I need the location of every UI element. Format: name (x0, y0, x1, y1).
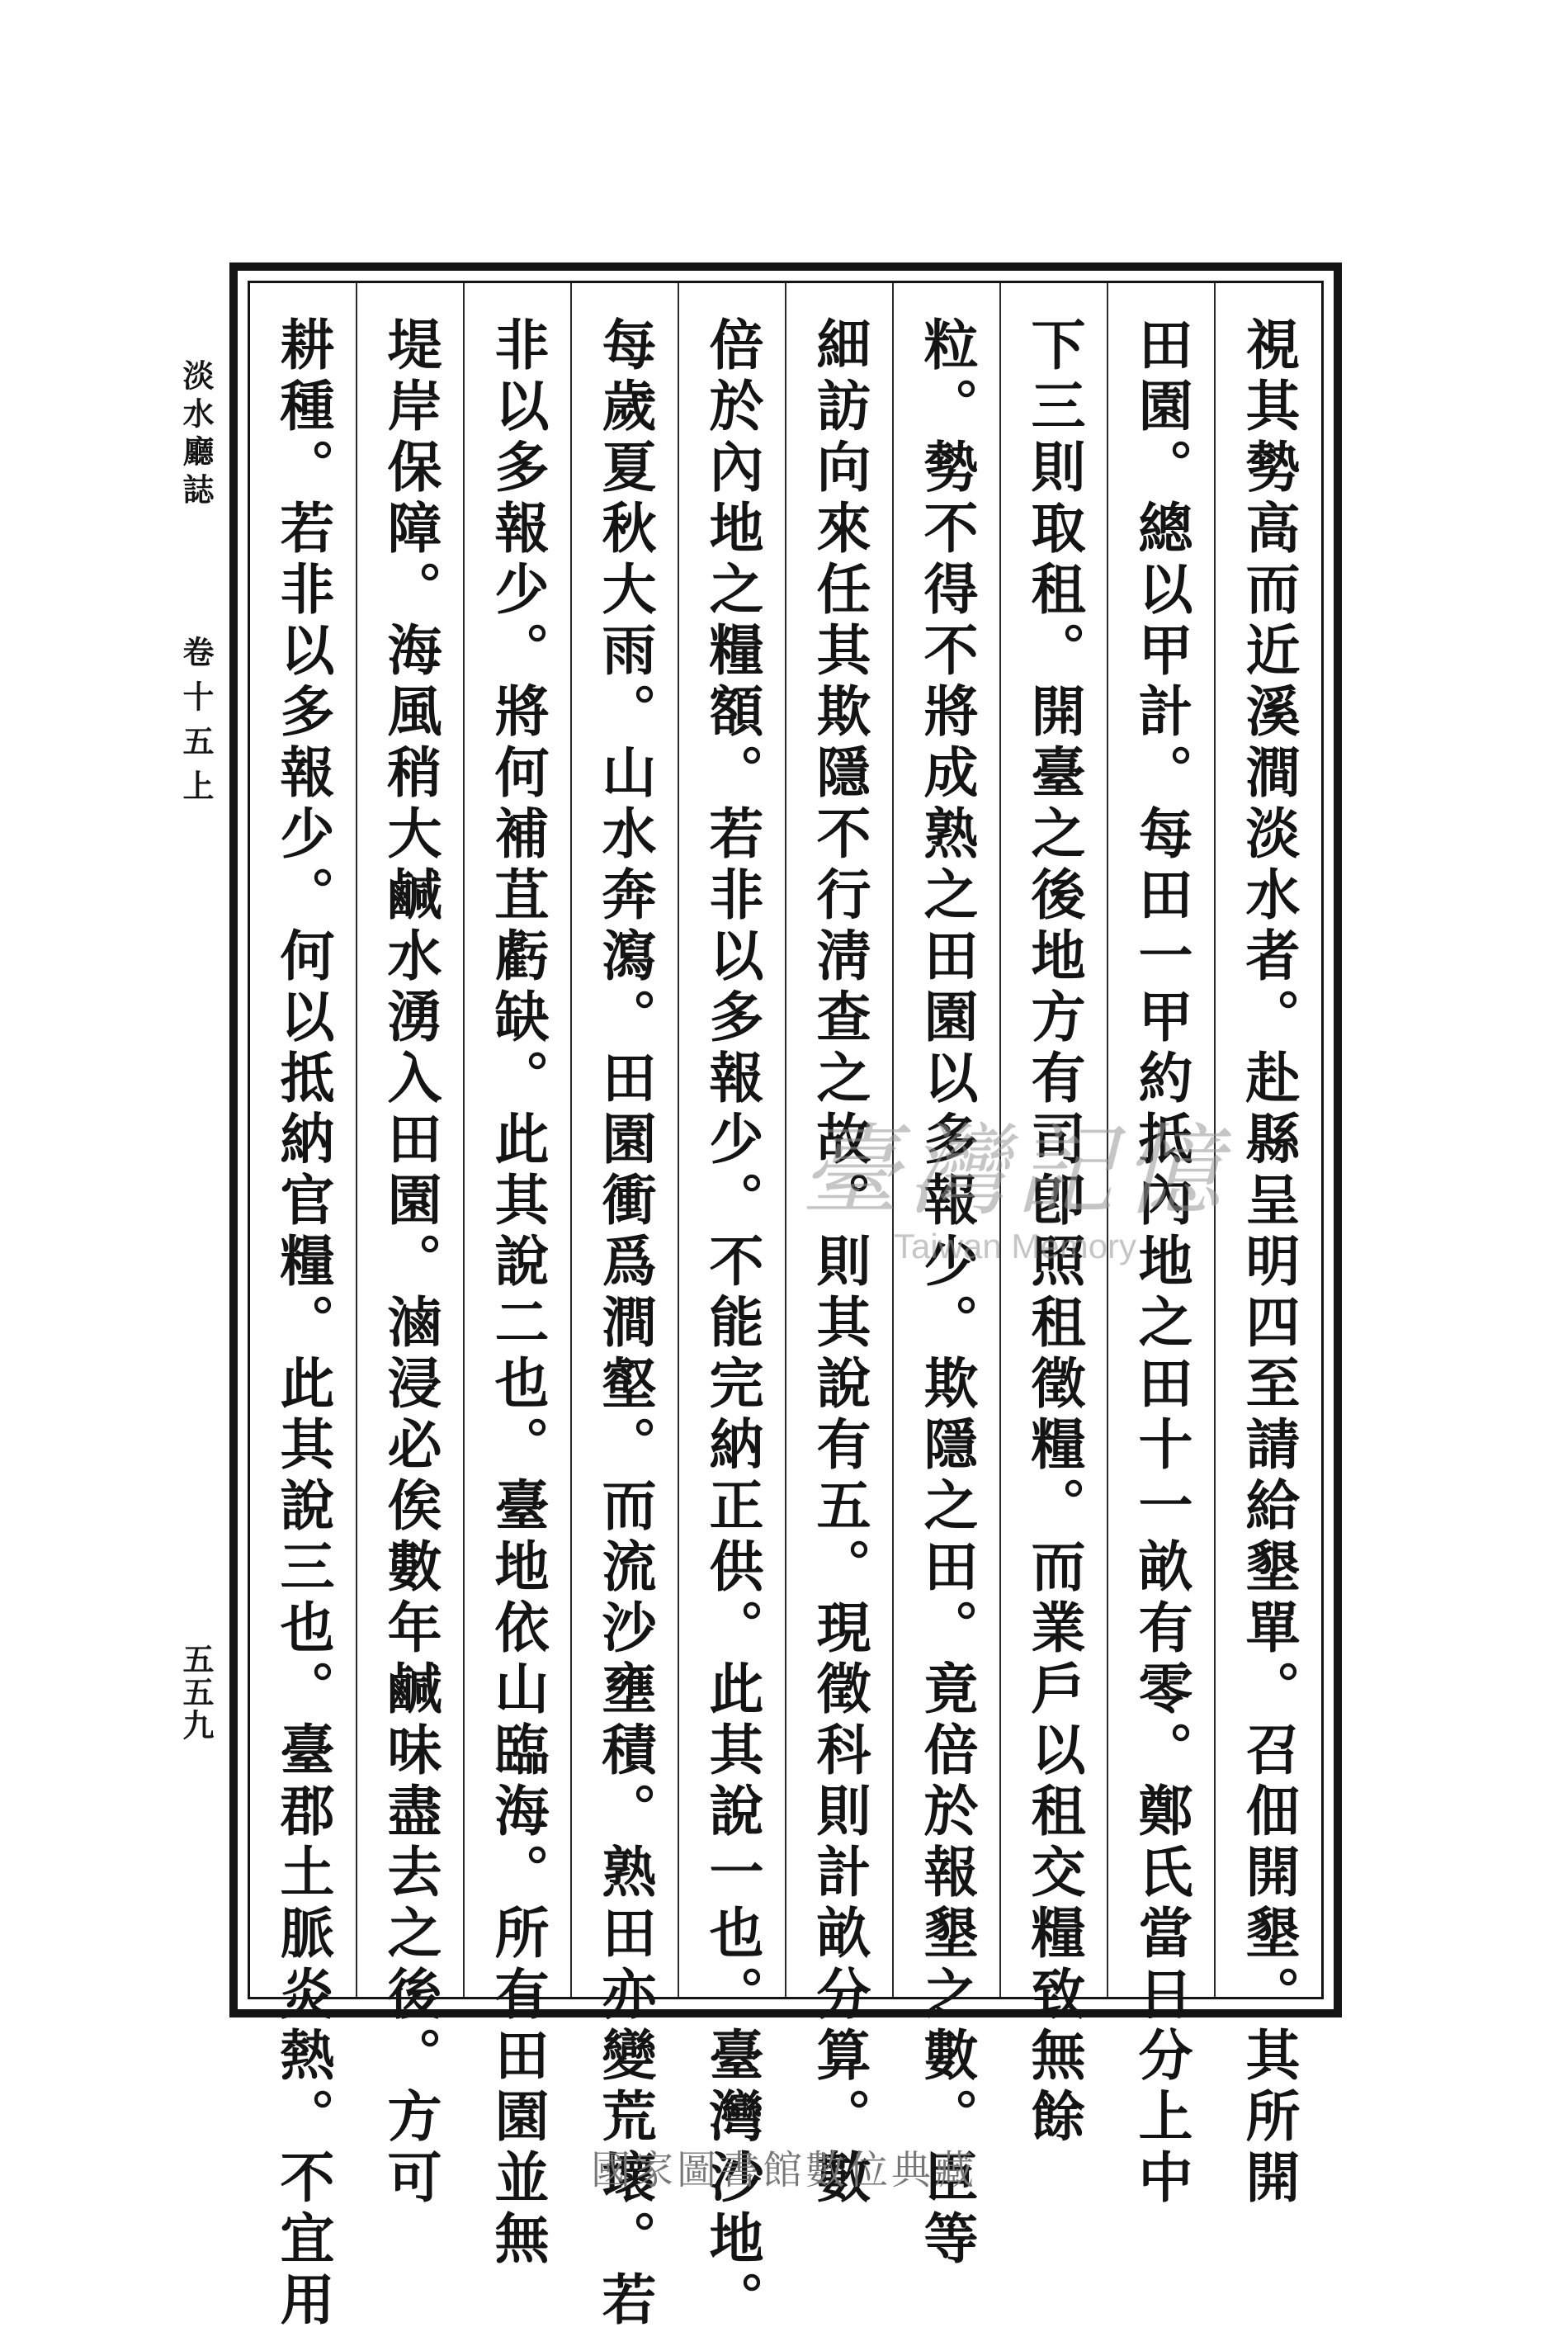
text-column-7 (570, 283, 678, 2332)
column-text: 每歲夏秋大雨。山水奔瀉。田園衝爲澗壑。而流沙壅積。熟田亦變荒壞。若 (593, 316, 657, 2332)
column-text: 細訪向來任其欺隱不行淸查之故。則其說有五。現徵科則計畝分算。數 (807, 316, 871, 2210)
column-text: 粒。勢不得不將成熟之田園以多報少。欺隱之田。竟倍於報墾之數。臣等 (914, 316, 979, 2271)
book-title: 淡水廳誌 (177, 359, 215, 511)
text-column-10 (250, 283, 356, 2332)
footer-credit: 國家圖書館數位典藏 (590, 2147, 977, 2193)
column-text: 下三則取租。開臺之後地方有司卽照租徵糧。而業戶以租交糧致無餘 (1022, 316, 1086, 2149)
text-column-5 (785, 283, 892, 2210)
volume-label: 卷十五上 (177, 636, 215, 814)
text-column-1 (1214, 283, 1321, 2210)
text-column-9 (356, 283, 463, 2210)
text-column-2 (1107, 283, 1214, 2210)
watermark-chinese: 臺灣記憶 (801, 1114, 1230, 1229)
text-column-8 (463, 283, 570, 2271)
column-text: 堤岸保障。海風稍大鹹水湧入田園。滷浸必俟數年鹹味盡去之後。方可 (378, 316, 442, 2210)
column-text: 耕種。若非以多報少。何以抵納官糧。此其說三也。臺郡土脈炎熱。不宜用 (271, 316, 335, 2332)
watermark-english: Taiwan Memory (893, 1227, 1137, 1265)
text-column-6 (678, 283, 785, 2332)
column-text: 田園。總以甲計。每田一甲約抵內地之田十一畝有零。鄭氏當日分上中 (1129, 316, 1193, 2210)
column-text: 非以多報少。將何補苴虧缺。此其說二也。臺地依山臨海。所有田園並無 (485, 316, 550, 2271)
text-column-4 (892, 283, 999, 2271)
column-text: 倍於內地之糧額。若非以多報少。不能完納正供。此其說一也。臺灣沙地。 (700, 316, 764, 2332)
column-text: 視其勢高而近溪澗淡水者。赴縣呈明四至請給墾單。召佃開墾。其所開 (1236, 316, 1301, 2210)
page-number: 五五九 (177, 1643, 215, 1742)
text-column-3 (999, 283, 1107, 2149)
